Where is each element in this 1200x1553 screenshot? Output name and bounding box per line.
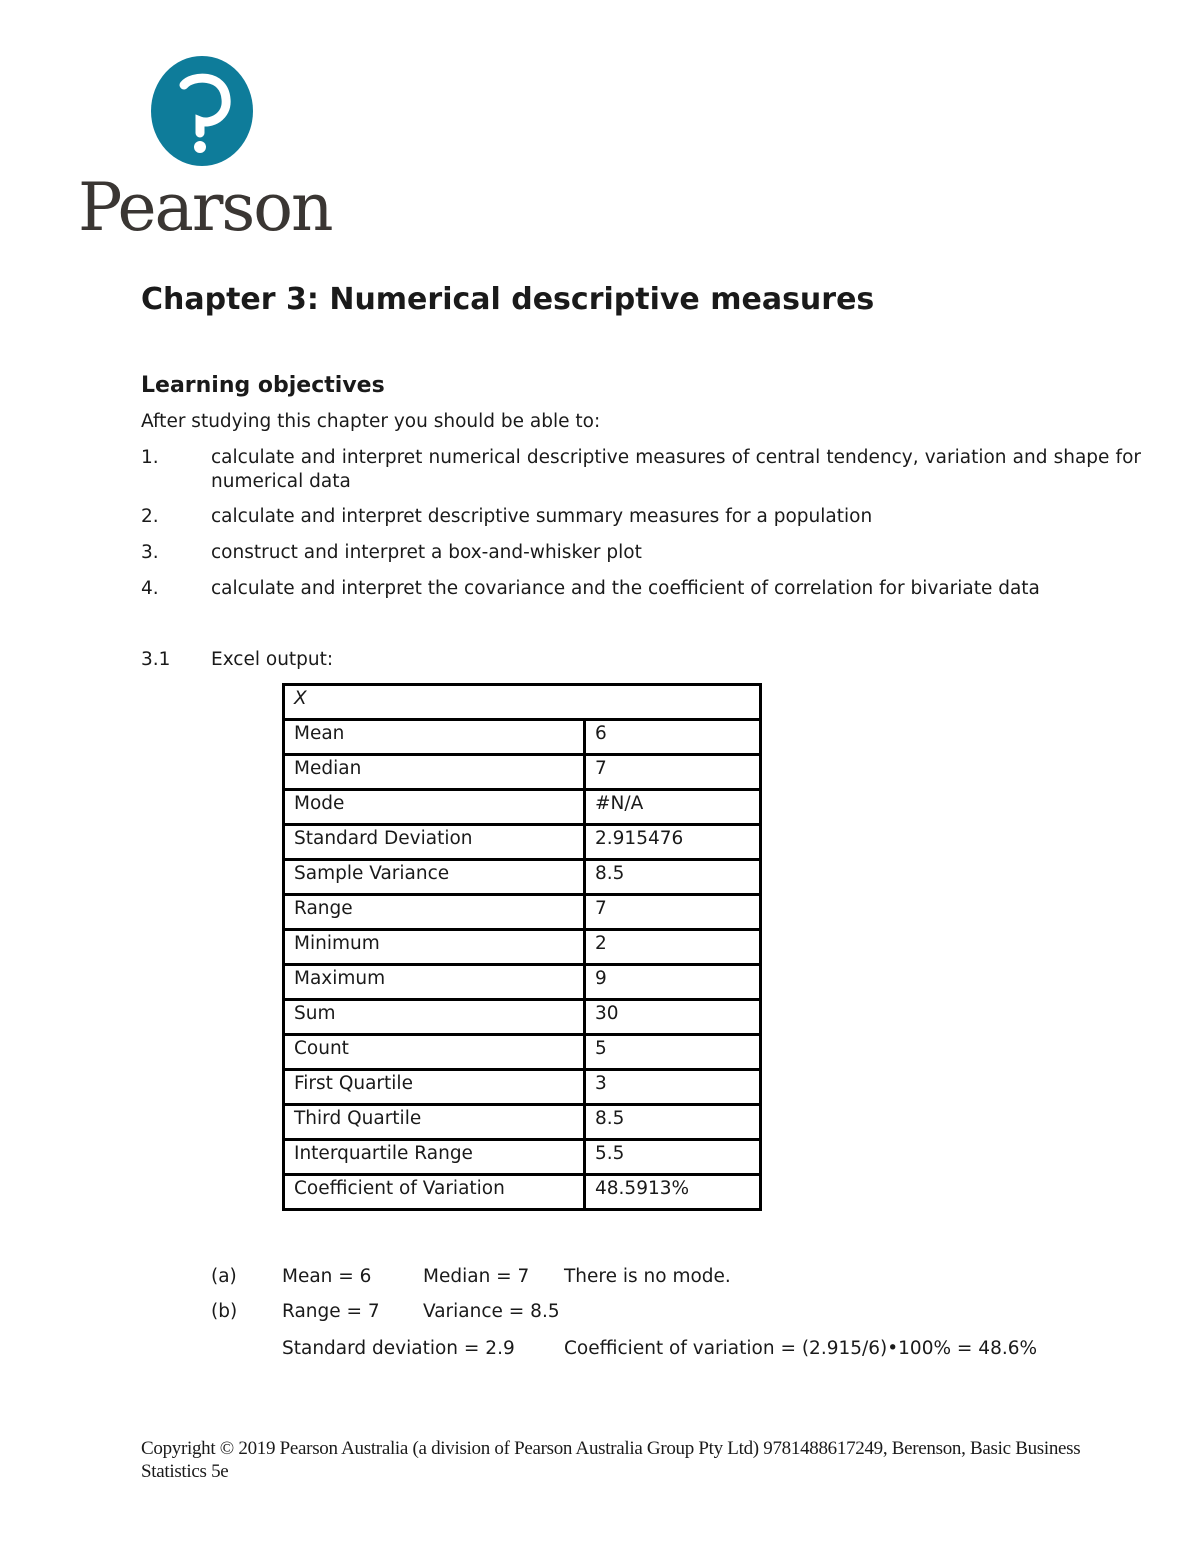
table-row (284, 720, 761, 755)
stat-label: Count (284, 1035, 585, 1070)
stat-value: 5 (585, 1035, 761, 1070)
table-row (284, 965, 761, 1000)
table-row (284, 790, 761, 825)
table-header-cell: X (284, 685, 761, 720)
objective-number: 2. (141, 506, 159, 527)
table-row (284, 825, 761, 860)
stat-label: Standard Deviation (284, 825, 585, 860)
stat-value: 6 (585, 720, 761, 755)
pearson-wordmark: Pearson (78, 169, 332, 246)
answer-b-cv: Coefficient of variation = (2.915/6)•100% = 48.6% (564, 1338, 1038, 1359)
table-row (284, 1175, 761, 1210)
learning-objectives-heading: Learning objectives (141, 373, 385, 398)
stat-value: 2.915476 (585, 825, 761, 860)
stat-value: 30 (585, 1000, 761, 1035)
stat-label: Sample Variance (284, 860, 585, 895)
stat-value: 48.5913% (585, 1175, 761, 1210)
stat-label: Third Quartile (284, 1105, 585, 1140)
stat-value: 2 (585, 930, 761, 965)
table-row (284, 895, 761, 930)
table-row (284, 1035, 761, 1070)
stat-label: Mode (284, 790, 585, 825)
excel-output-table (282, 683, 762, 1211)
section-label: Excel output: (211, 649, 334, 670)
chapter-title: Chapter 3: Numerical descriptive measures (141, 282, 875, 317)
answer-a-label: (a) (211, 1266, 237, 1287)
section-number: 3.1 (141, 649, 171, 670)
answer-b-sd: Standard deviation = 2.9 (282, 1338, 515, 1359)
objective-text: calculate and interpret descriptive summary measures for a population (211, 506, 873, 527)
learning-objectives-intro: After studying this chapter you should be able to: (141, 411, 601, 432)
table-row (284, 930, 761, 965)
answer-a-mean: Mean = 6 (282, 1266, 372, 1287)
stat-label: Maximum (284, 965, 585, 1000)
answer-b-range: Range = 7 (282, 1301, 380, 1322)
stat-label: First Quartile (284, 1070, 585, 1105)
objective-text: calculate and interpret the covariance and the coefficient of correlation for bivariate data (211, 578, 1040, 599)
answer-a-mode: There is no mode. (564, 1266, 731, 1287)
stat-label: Coefficient of Variation (284, 1175, 585, 1210)
table-row (284, 1140, 761, 1175)
answer-b-label: (b) (211, 1301, 238, 1322)
objective-text: construct and interpret a box-and-whisker plot (211, 542, 642, 563)
stat-value: 9 (585, 965, 761, 1000)
stat-value: 8.5 (585, 860, 761, 895)
table-row (284, 1000, 761, 1035)
stat-value: 8.5 (585, 1105, 761, 1140)
objective-text: calculate and interpret numerical descriptive measures of central tendency, variation and shape for numerical data (211, 447, 1141, 492)
answer-a-median: Median = 7 (423, 1266, 530, 1287)
stat-label: Minimum (284, 930, 585, 965)
pearson-p-icon (150, 55, 254, 167)
stat-value: 7 (585, 895, 761, 930)
table-header-row (284, 685, 761, 720)
objective-number: 1. (141, 447, 159, 468)
stat-value: 3 (585, 1070, 761, 1105)
section-heading (141, 648, 334, 672)
table-row (284, 755, 761, 790)
table-row (284, 1070, 761, 1105)
pearson-logo (78, 55, 338, 246)
stat-value: #N/A (585, 790, 761, 825)
copyright-notice: Copyright © 2019 Pearson Australia (a division of Pearson Australia Group Pty Ltd) 9781488617249, Berenson, Basic Business Statistics 5e (141, 1438, 1081, 1482)
objective-number: 3. (141, 542, 159, 563)
stat-label: Interquartile Range (284, 1140, 585, 1175)
answer-b-variance: Variance = 8.5 (423, 1301, 560, 1322)
stat-label: Range (284, 895, 585, 930)
table-row (284, 1105, 761, 1140)
stat-label: Median (284, 755, 585, 790)
table-row (284, 860, 761, 895)
stat-label: Sum (284, 1000, 585, 1035)
stat-label: Mean (284, 720, 585, 755)
stat-value: 5.5 (585, 1140, 761, 1175)
stat-value: 7 (585, 755, 761, 790)
objective-number: 4. (141, 578, 159, 599)
